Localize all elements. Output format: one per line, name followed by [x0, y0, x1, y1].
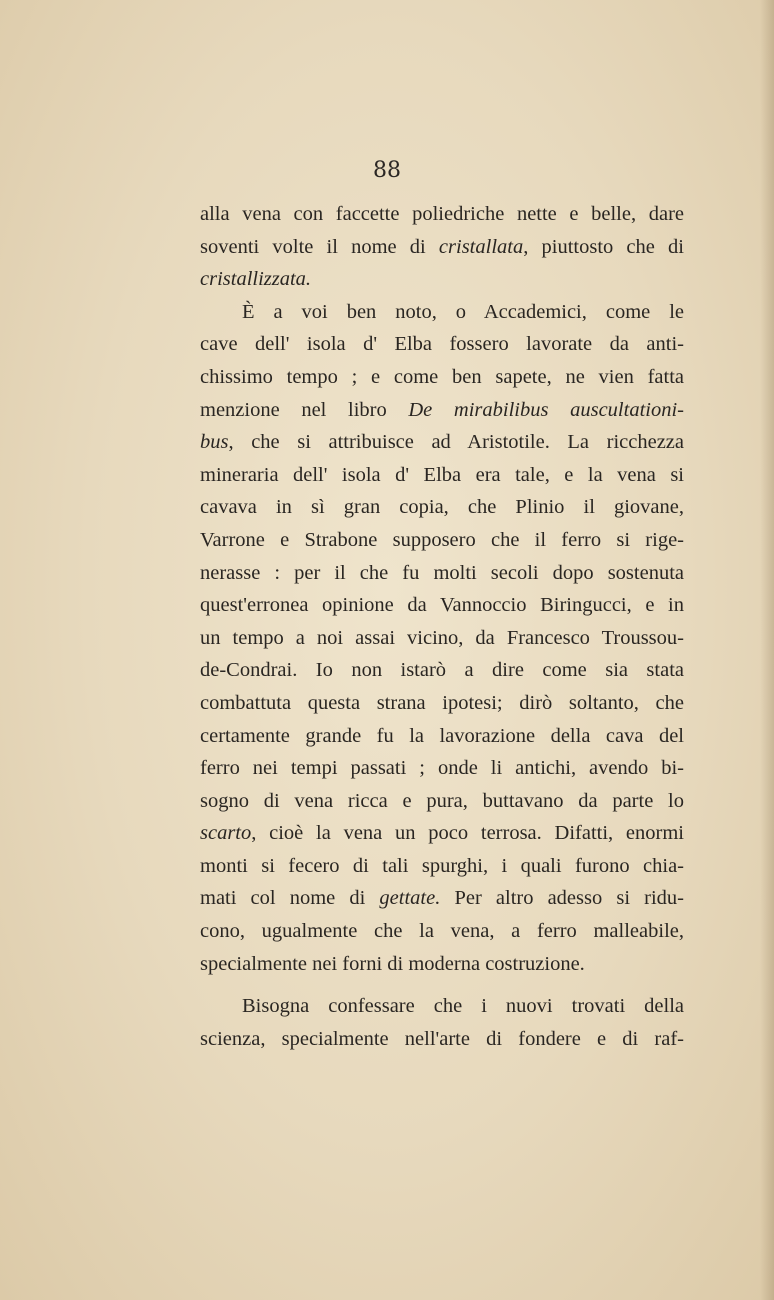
text-line: combattuta questa strana ipotesi; dirò soltanto, che	[200, 691, 684, 714]
text-line: mineraria dell' isola d' Elba era tale, e la vena si	[200, 463, 684, 486]
text-line: quest'erronea opinione da Vannoccio Biringucci, e in	[200, 594, 684, 617]
text-line: menzione nel libro De mirabilibus auscultationi-	[200, 398, 684, 421]
text-line: È a voi ben noto, o Accademici, come le	[242, 300, 684, 323]
body-text	[200, 198, 684, 1055]
text-line: Varrone e Strabone supposero che il ferro si rige-	[200, 528, 684, 551]
italic-term: De	[408, 398, 433, 421]
text-line: specialmente nei forni di moderna costruzione.	[200, 952, 585, 975]
text-line: sogno di vena ricca e pura, buttavano da parte lo	[200, 789, 684, 812]
text-line: cono, ugualmente che la vena, a ferro malleabile,	[200, 920, 684, 943]
italic-term: cristallata	[438, 235, 524, 258]
text-line: cave dell' isola d' Elba fossero lavorate da anti-	[200, 333, 684, 356]
text-line: chissimo tempo ; e come ben sapete, ne vien fatta	[200, 365, 684, 388]
text-line	[200, 263, 684, 296]
page-edge-shadow	[760, 0, 774, 1300]
italic-term: cristallizzata.	[200, 268, 312, 291]
text-line: ferro nei tempi passati ; onde li antichi, avendo bi-	[200, 757, 684, 780]
text-line: mati col nome di gettate. Per altro adesso si ridu-	[200, 887, 684, 910]
text-line: soventi volte il nome di cristallata, piuttosto che di	[200, 235, 684, 258]
text-line: de-Condrai. Io non istarò a dire come sia stata	[200, 659, 684, 682]
page-number: 88	[373, 158, 401, 183]
text-line: Bisogna confessare che i nuovi trovati della	[242, 995, 684, 1018]
text-line: certamente grande fu la lavorazione della cava del	[200, 724, 684, 747]
text-line: cavava in sì gran copia, che Plinio il giovane,	[200, 496, 684, 519]
text-line: scarto, cioè la vena un poco terrosa. Difatti, enormi	[200, 822, 684, 845]
italic-term: scarto	[200, 822, 252, 845]
paragraph-gap	[200, 980, 684, 990]
italic-term: mirabilibus	[453, 398, 549, 421]
italic-term: gettate.	[379, 887, 441, 910]
text-line: monti si fecero di tali spurghi, i quali furono chia-	[200, 854, 684, 877]
italic-term: bus	[200, 431, 229, 454]
italic-term: auscultationi-	[570, 398, 684, 421]
text-line: un tempo a noi assai vicino, da Francesco Troussou-	[200, 626, 684, 649]
text-line: scienza, specialmente nell'arte di fondere e di raf-	[200, 1027, 684, 1050]
text-line: bus, che si attribuisce ad Aristotile. La ricchezza	[200, 431, 684, 454]
text-line: alla vena con faccette poliedriche nette e belle, dare	[200, 203, 684, 225]
text-line: nerasse : per il che fu molti secoli dopo sostenuta	[200, 561, 684, 584]
